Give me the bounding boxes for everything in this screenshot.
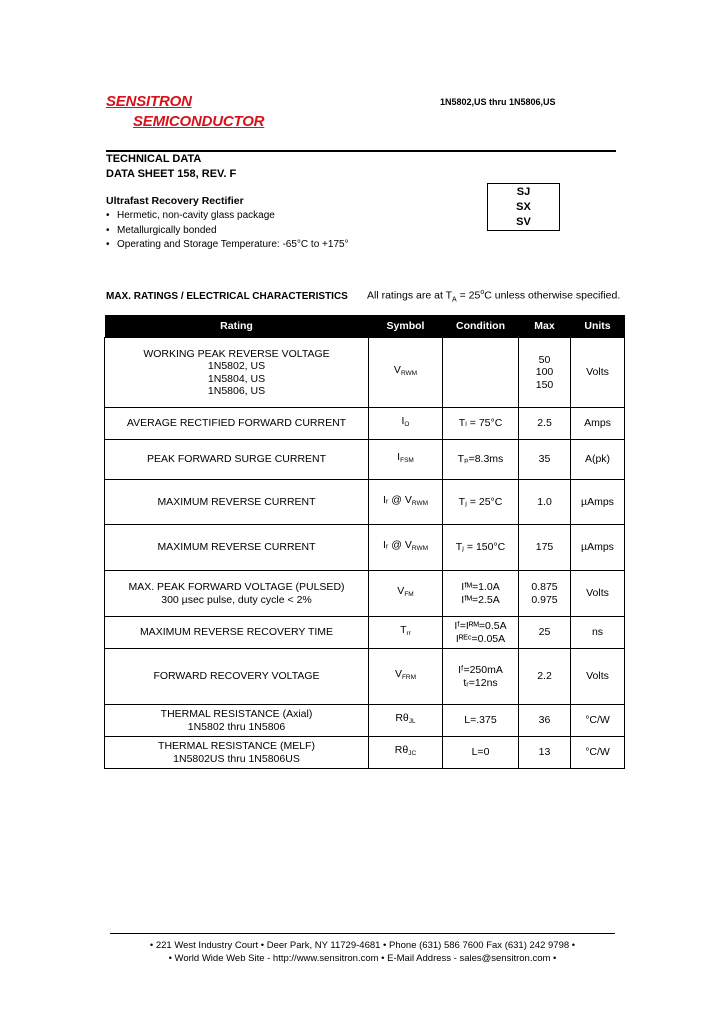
max-cell <box>519 525 571 571</box>
ratings-section-title: MAX. RATINGS / ELECTRICAL CHARACTERISTICS <box>106 291 348 302</box>
symbol-cell <box>369 440 443 480</box>
condition-cell-line: L=0 <box>471 746 490 759</box>
symbol-main: V <box>394 668 402 681</box>
units-cell: A(pk) <box>571 440 625 480</box>
condition-cell-line: Tₗ = 75°C <box>458 417 503 430</box>
doc-revision: DATA SHEET 158, REV. F <box>106 168 237 180</box>
units-cell: °C/W <box>571 705 625 737</box>
symbol-main: I <box>401 415 405 428</box>
column-header-condition: Condition <box>443 315 519 338</box>
doc-title: TECHNICAL DATA <box>106 153 202 165</box>
units-cell: Amps <box>571 408 625 440</box>
max-cell <box>519 480 571 525</box>
rating-cell <box>105 440 369 480</box>
rating-cell-line: WORKING PEAK REVERSE VOLTAGE <box>143 347 330 360</box>
symbol-subscript: FSM <box>400 457 414 465</box>
rating-cell <box>105 737 369 769</box>
max-cell-line: 1.0 <box>537 495 552 508</box>
rating-cell <box>105 705 369 737</box>
max-cell <box>519 649 571 705</box>
symbol-main: Iᵣ @ V <box>382 493 412 506</box>
column-header-max: Max <box>519 315 571 338</box>
condition-cell-line: Tⱼ = 25°C <box>458 495 503 508</box>
symbol-cell <box>369 649 443 705</box>
symbol-subscript: JC <box>408 750 417 758</box>
table-row <box>105 480 625 525</box>
condition-cell-line: Iᴿᴱᶜ=0.05A <box>455 632 506 645</box>
symbol-subscript: RWM <box>411 545 429 553</box>
condition-cell-line: Iᶠ=250mA <box>458 664 503 676</box>
rating-cell <box>105 617 369 649</box>
condition-cell-line: Iᶠᴹ=2.5A <box>461 593 500 606</box>
rating-cell-line: AVERAGE RECTIFIED FORWARD CURRENT <box>126 417 347 430</box>
column-header-units: Units <box>571 315 625 338</box>
package-code: SJ <box>516 186 531 198</box>
symbol-subscript: FRM <box>401 674 417 682</box>
max-cell <box>519 571 571 617</box>
max-cell-line: 0.975 <box>531 593 558 606</box>
max-cell-line: 2.2 <box>537 670 552 683</box>
condition-cell <box>443 408 519 440</box>
units-cell: µAmps <box>571 525 625 571</box>
rating-cell-line: MAXIMUM REVERSE CURRENT <box>157 495 316 508</box>
rating-cell-line: 1N5802 thru 1N5806 <box>187 720 286 733</box>
condition-cell <box>443 480 519 525</box>
table-row <box>105 617 625 649</box>
table-row <box>105 705 625 737</box>
symbol-cell <box>369 737 443 769</box>
rating-cell <box>105 480 369 525</box>
part-number-range: 1N5802,US thru 1N5806,US <box>440 97 556 107</box>
units-cell: µAmps <box>571 480 625 525</box>
table-row <box>105 649 625 705</box>
rating-cell-line: THERMAL RESISTANCE (Axial) <box>160 708 313 720</box>
max-cell <box>519 440 571 480</box>
rating-cell <box>105 649 369 705</box>
footer-divider <box>110 933 615 934</box>
rating-cell <box>105 525 369 571</box>
max-cell-line: 25 <box>538 626 551 639</box>
condition-cell-line: Tₚ=8.3ms <box>457 453 504 466</box>
brand-logo-line2: SEMICONDUCTOR <box>133 113 265 130</box>
symbol-main: V <box>393 364 401 377</box>
symbol-cell <box>369 705 443 737</box>
rating-cell-line: 1N5802, US <box>207 360 266 372</box>
rating-cell-line: 1N5804, US <box>207 372 266 385</box>
symbol-cell <box>369 338 443 408</box>
max-cell <box>519 338 571 408</box>
brand-logo-line1: SENSITRON <box>106 93 192 110</box>
condition-cell <box>443 617 519 649</box>
symbol-subscript: JL <box>408 718 416 726</box>
condition-cell-line: Iᶠ=Iᴿᴹ=0.5A <box>454 620 507 632</box>
symbol-cell <box>369 480 443 525</box>
table-row <box>105 338 625 408</box>
rating-cell <box>105 338 369 408</box>
table-row <box>105 571 625 617</box>
max-cell <box>519 705 571 737</box>
symbol-subscript: O <box>404 421 410 429</box>
footer-web-email: • World Wide Web Site - http://www.sensitron.com • E-Mail Address - sales@sensitron.com • <box>168 953 557 964</box>
rating-cell-line: THERMAL RESISTANCE (MELF) <box>158 740 315 752</box>
rating-cell-line: PEAK FORWARD SURGE CURRENT <box>146 453 327 466</box>
table-row <box>105 408 625 440</box>
table-row <box>105 737 625 769</box>
symbol-main: Iᵣ @ V <box>382 539 412 552</box>
condition-cell <box>443 338 519 408</box>
rating-cell-line: MAXIMUM REVERSE RECOVERY TIME <box>139 626 334 639</box>
rating-cell-line: 300 µsec pulse, duty cycle < 2% <box>161 593 312 606</box>
feature-item: • Hermetic, non-cavity glass package <box>106 209 349 224</box>
condition-cell-line: Iᶠᴹ=1.0A <box>461 581 500 593</box>
symbol-subscript: FM <box>404 591 414 599</box>
symbol-subscript: RWM <box>411 499 429 507</box>
condition-cell <box>443 705 519 737</box>
condition-cell <box>443 649 519 705</box>
condition-cell <box>443 440 519 480</box>
units-cell: °C/W <box>571 737 625 769</box>
table-row <box>105 525 625 571</box>
max-cell-line: 2.5 <box>537 417 552 430</box>
header-divider <box>106 150 616 152</box>
max-cell-line: 50 <box>538 353 551 366</box>
max-cell-line: 100 <box>535 366 554 379</box>
max-cell-line: 36 <box>538 714 551 727</box>
symbol-cell <box>369 408 443 440</box>
condition-cell-line: L=.375 <box>464 714 497 727</box>
condition-cell-line: Tⱼ = 150°C <box>455 541 506 554</box>
table-header-row <box>105 315 625 338</box>
units-cell: ns <box>571 617 625 649</box>
feature-item: • Operating and Storage Temperature: -65°C to +175° <box>106 238 349 253</box>
symbol-cell <box>369 525 443 571</box>
units-cell: Volts <box>571 649 625 705</box>
condition-cell-line: tᵣ=12ns <box>463 676 498 689</box>
max-cell-line: 35 <box>538 453 551 466</box>
condition-cell <box>443 525 519 571</box>
max-cell-line: 175 <box>535 541 554 554</box>
symbol-subscript: rr <box>406 630 411 638</box>
max-cell <box>519 617 571 649</box>
symbol-main: V <box>397 585 405 598</box>
package-code: SV <box>516 216 531 228</box>
units-cell: Volts <box>571 571 625 617</box>
rating-cell <box>105 408 369 440</box>
condition-cell <box>443 571 519 617</box>
column-header-rating: Rating <box>105 315 369 338</box>
condition-cell <box>443 737 519 769</box>
symbol-subscript: RWM <box>400 370 418 378</box>
package-code: SX <box>516 201 531 213</box>
symbol-main: Rθ <box>395 712 409 725</box>
product-title: Ultrafast Recovery Rectifier <box>106 195 244 207</box>
symbol-cell <box>369 617 443 649</box>
footer-address: • 221 West Industry Court • Deer Park, NY 11729-4681 • Phone (631) 586 7600 Fax (631) 242 9798 • <box>149 940 576 951</box>
symbol-main: T <box>400 624 407 637</box>
max-cell-line: 150 <box>535 378 554 391</box>
rating-cell <box>105 571 369 617</box>
max-cell-line: 0.875 <box>531 581 558 593</box>
symbol-main: Rθ <box>394 744 409 757</box>
symbol-main: I <box>397 451 401 464</box>
max-cell <box>519 408 571 440</box>
rating-cell-line: MAX. PEAK FORWARD VOLTAGE (PULSED) <box>128 581 345 593</box>
rating-cell-line: 1N5802US thru 1N5806US <box>173 752 300 765</box>
units-cell: Volts <box>571 338 625 408</box>
feature-list <box>106 209 349 253</box>
table-row <box>105 440 625 480</box>
column-header-symbol: Symbol <box>369 315 443 338</box>
ratings-note: All ratings are at $T_A = 25^oC$ unless otherwise specified. <box>367 289 621 304</box>
symbol-cell <box>369 571 443 617</box>
max-cell-line: 13 <box>538 746 551 759</box>
rating-cell-line: 1N5806, US <box>207 385 266 397</box>
rating-cell-line: FORWARD RECOVERY VOLTAGE <box>153 670 320 683</box>
rating-cell-line: MAXIMUM REVERSE CURRENT <box>157 541 316 554</box>
feature-item: • Metallurgically bonded <box>106 224 349 239</box>
ratings-table <box>104 315 625 769</box>
max-cell <box>519 737 571 769</box>
package-code-box <box>487 183 560 231</box>
